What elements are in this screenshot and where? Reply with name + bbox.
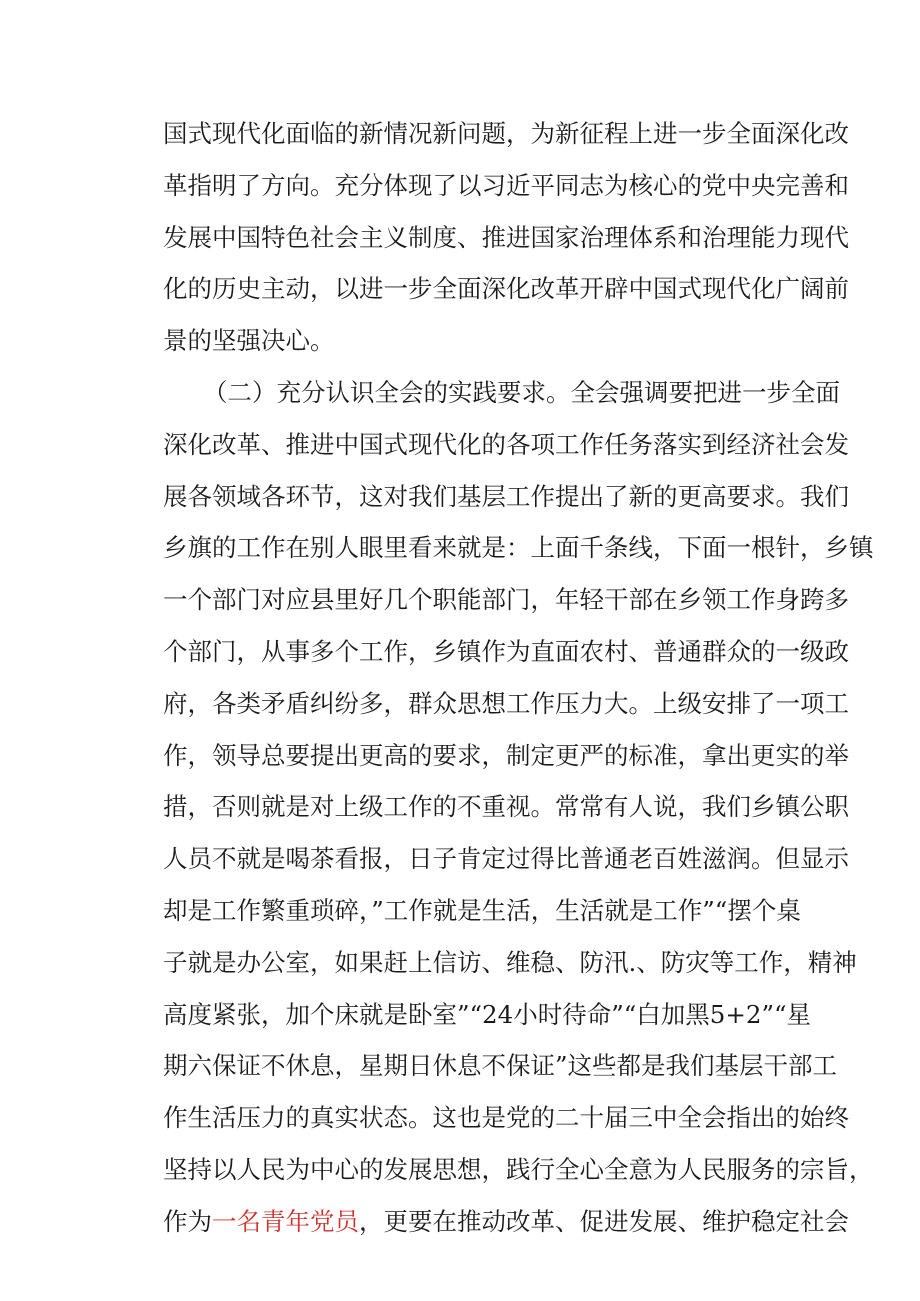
document-body bbox=[163, 108, 874, 1248]
paragraph-line: 作生活压力的真实状态。这也是党的二十届三中全会指出的始终 bbox=[163, 1103, 849, 1133]
paragraph-1 bbox=[163, 108, 849, 367]
paragraph-line: 作，领导总要提出更高的要求，制定更严的标准，拿出更实的举 bbox=[163, 740, 849, 770]
paragraph-line: 国式现代化面临的新情况新问题，为新征程上进一步全面深化改 bbox=[163, 119, 849, 148]
paragraph-line: 人员不就是喝茶看报，日子肯定过得比普通老百姓滋润。但显示 bbox=[163, 844, 849, 874]
paragraph-line: 个部门，从事多个工作，乡镇作为直面农村、普通群众的一级政 bbox=[163, 636, 849, 666]
paragraph-heading-line: （二）充分认识全会的实践要求。全会强调要把进一步全面 bbox=[203, 377, 840, 407]
line-prefix: 作为 bbox=[163, 1206, 212, 1236]
paragraph-last-line bbox=[163, 1196, 849, 1248]
paragraph-line: 展各领域各环节，这对我们基层工作提出了新的更高要求。我们 bbox=[163, 481, 849, 511]
paragraph-line: 革指明了方向。充分体现了以习近平同志为核心的党中央完善和 bbox=[163, 170, 849, 200]
paragraph-line: 府，各类矛盾纠纷多，群众思想工作压力大。上级安排了一项工 bbox=[163, 688, 849, 718]
paragraph-line: 深化改革、推进中国式现代化的各项工作任务落实到经济社会发 bbox=[163, 429, 849, 459]
paragraph-line: 措，否则就是对上级工作的不重视。常常有人说，我们乡镇公职 bbox=[163, 792, 849, 822]
paragraph-2 bbox=[163, 367, 874, 1248]
paragraph-line: 乡旗的工作在别人眼里看来就是：上面千条线，下面一根针，乡镇 bbox=[163, 533, 874, 563]
paragraph-line: 却是工作繁重琐碎，”工作就是生活，生活就是工作”“摆个桌 bbox=[163, 895, 801, 925]
paragraph-line: 化的历史主动，以进一步全面深化改革开辟中国式现代化广阔前 bbox=[163, 274, 849, 304]
line-suffix: ，更要在推动改革、促进发展、维护稳定社会 bbox=[359, 1206, 849, 1236]
paragraph-line: 坚持以人民为中心的发展思想，践行全心全意为人民服务的宗旨， bbox=[163, 1154, 874, 1184]
paragraph-line: 高度紧张，加个床就是卧室”“24小时待命”“白加黑5+2”“星 bbox=[163, 999, 812, 1029]
paragraph-line: 景的坚强决心。 bbox=[163, 326, 335, 356]
highlighted-phrase: 一名青年党员 bbox=[212, 1206, 359, 1236]
paragraph-line: 发展中国特色社会主义制度、推进国家治理体系和治理能力现代 bbox=[163, 222, 849, 252]
paragraph-line: 一个部门对应县里好几个职能部门，年轻干部在乡领工作身跨多 bbox=[163, 585, 849, 615]
paragraph-line: 子就是办公室，如果赶上信访、维稳、防汛.、防灾等工作，精神 bbox=[163, 947, 857, 977]
paragraph-line: 期六保证不休息，星期日休息不保证”这些都是我们基层干部工 bbox=[163, 1051, 838, 1081]
